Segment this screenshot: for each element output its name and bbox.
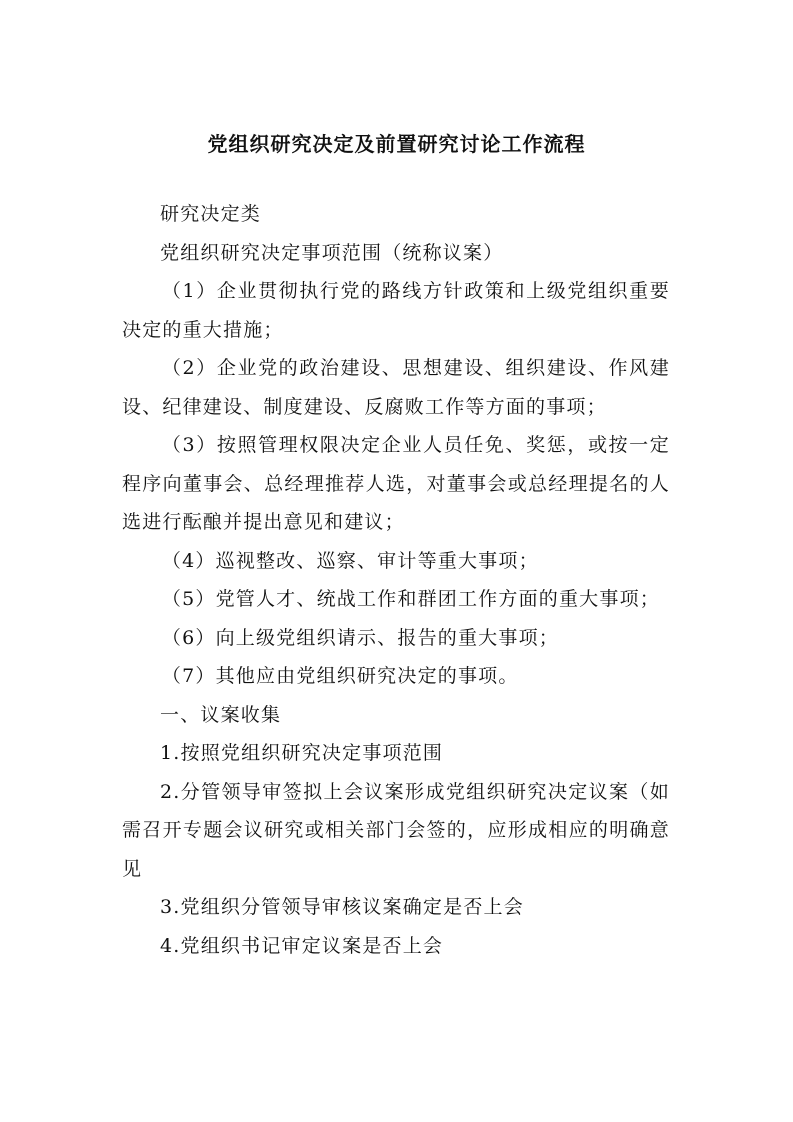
scope-heading: 党组织研究决定事项范围（统称议案） <box>160 241 504 264</box>
scope-item-2: （2）企业党的政治建设、思想建设、组织建设、作风建设、纪律建设、制度建设、反腐败工作等方面的事项； <box>122 357 670 418</box>
step-4: 4.党组织书记审定议案是否上会 <box>160 934 444 957</box>
step-1: 1.按照党组织研究决定事项范围 <box>160 742 444 764</box>
document-title: 党组织研究决定及前置研究讨论工作流程 <box>207 132 586 156</box>
scope-item-7: （7）其他应由党组织研究决定的事项。 <box>161 665 519 687</box>
scope-item-5: （5）党管人才、统战工作和群团工作方面的重大事项； <box>161 588 660 610</box>
step-2: 2.分管领导审签拟上会议案形成党组织研究决定议案（如需召开专题会议研究或相关部门会签的，应形成相应的明确意见 <box>122 780 670 880</box>
step-3: 3.党组织分管领导审核议案确定是否上会 <box>160 896 524 918</box>
scope-item-4: （4）巡视整改、巡察、审计等重大事项； <box>161 549 539 572</box>
scope-item-3: （3）按照管理权限决定企业人员任免、奖惩，或按一定程序向董事会、总经理推荐人选，对董事会或总经理提名的人选进行酝酿并提出意见和建议； <box>122 434 670 533</box>
section-heading-collection: 一、议案收集 <box>160 703 282 726</box>
document-body <box>122 195 670 965</box>
scope-item-1: （1）企业贯彻执行党的路线方针政策和上级党组织重要决定的重大措施； <box>122 280 670 341</box>
scope-item-6: （6）向上级党组织请示、报告的重大事项； <box>161 626 559 649</box>
section-heading-research-decision: 研究决定类 <box>160 203 262 225</box>
